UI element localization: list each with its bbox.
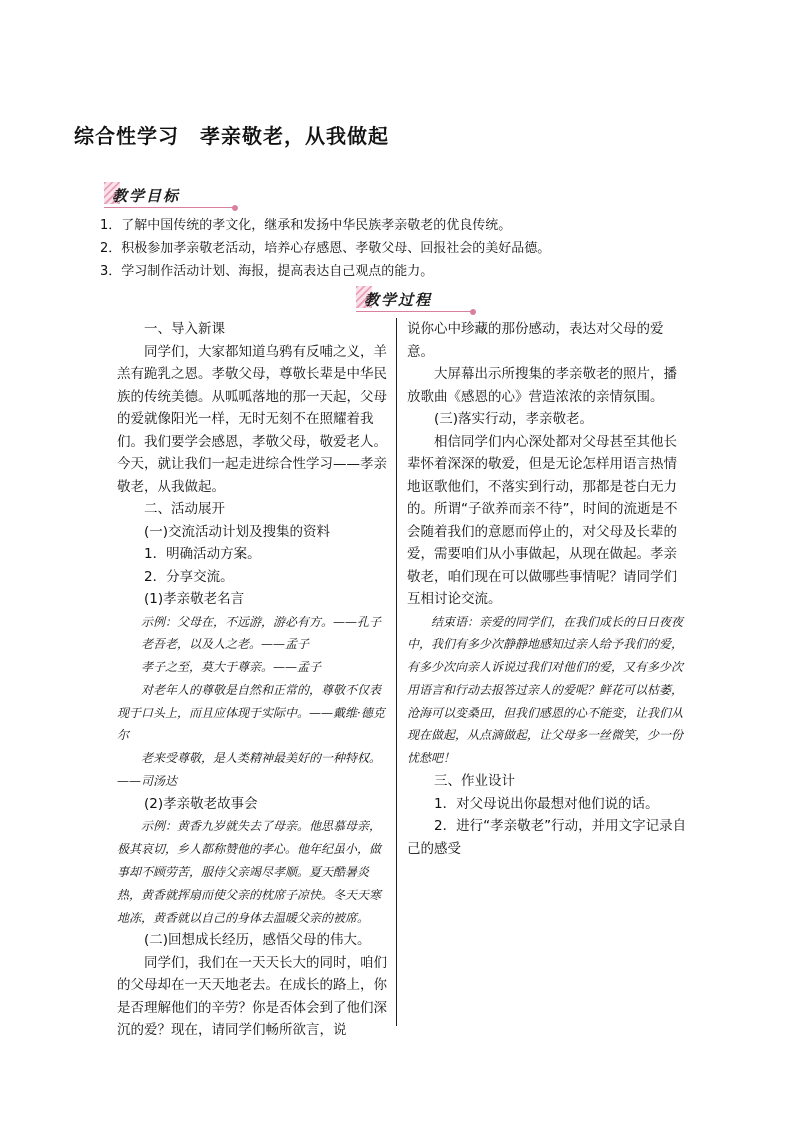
subsection-2-heading: (二)回想成长经历，感悟父母的伟大。 (144, 932, 371, 949)
page-title: 综合性学习 孝亲敬老，从我做起 (74, 124, 389, 148)
homework-item-2: 2．进行“孝亲敬老”行动，并用文字记录自己的感受 (407, 818, 687, 857)
closing-remarks: 结束语：亲爱的同学们，在我们成长的日日夜夜中，我们有多少次静静地感知过亲人给予我们的爱，有多少次向亲人诉说过我们对他们的爱，又有多少次用语言和行动去报答过亲人的爱呢？鲜花可以枯萎，沧海可以变桑田，但我们感恩的心不能变，让我们从现在做起，从点滴做起，让父母多一丝微笑，少一份忧愁吧！ (407, 614, 684, 766)
goal-item: 1．了解中国传统的孝文化，继承和发扬中华民族孝亲敬老的优良传统。 (100, 218, 512, 233)
quote-4: 对老年人的尊敬是自然和正常的，尊敬不仅表现于口头上，而且应体现于实际中。——戴维·德克尔 (117, 682, 385, 743)
intro-heading: 一、导入新课 (144, 321, 225, 337)
homework-item-1: 1．对父母说出你最想对他们说的话。 (434, 795, 659, 812)
column-divider (396, 318, 397, 1026)
quote-2: 老吾老，以及人之老。——孟子 (141, 637, 310, 652)
subsection-2-paragraph: 同学们，我们在一天天长大的同时，咱们的父母却在一天天地老去。在成长的路上，你是否理解他们的辛劳？你是否体会到了他们深沉的爱？现在，请同学们畅所欲言，说 (117, 954, 387, 1039)
activity-heading: 二、活动展开 (144, 501, 225, 517)
quote-5: 老来受尊敬，是人类精神最美好的一种特权。——司汤达 (117, 751, 382, 789)
subsection-3-heading: (三)落实行动，孝亲敬老。 (434, 411, 594, 427)
right-column (407, 318, 687, 860)
goal-item: 2．积极参加孝亲敬老活动，培养心存感恩、孝敬父母、回报社会的美好品德。 (100, 241, 551, 256)
goals-section-badge (104, 182, 236, 208)
left-column (117, 318, 387, 1042)
intro-paragraph: 同学们，大家都知道乌鸦有反哺之义，羊羔有跪乳之恩。孝敬父母，尊敬长辈是中华民族的传统美德。从呱呱落地的那一天起，父母的爱就像阳光一样，无时无刻不在照耀着我们。我们要学会感恩，孝敬父母，敬爱老人。今天，就让我们一起走进综合性学习——孝亲敬老，从我做起。 (117, 343, 387, 495)
quote-3: 孝子之至，莫大于尊亲。——孟子 (141, 660, 322, 675)
screen-paragraph: 大屏幕出示所搜集的孝亲敬老的照片，播放歌曲《感恩的心》营造浓浓的亲情氛围。 (407, 366, 677, 405)
badge-dot (470, 309, 476, 315)
homework-heading: 三、作业设计 (434, 773, 515, 790)
quotes-heading: (1)孝亲敬老名言 (144, 591, 245, 607)
action-paragraph: 相信同学们内心深处都对父母甚至其他长辈怀着深深的敬爱，但是无论怎样用语言热情地讴歌他们，不落实到行动，那都是苍白无力的。所谓“子欲养而亲不待”，时间的流逝是不会随着我们的意愿而停止的，对父母及长辈的爱，需要咱们从小事做起，从现在做起。孝亲敬老，咱们现在可以做哪些事情呢？请同学们互相讨论交流。 (407, 433, 678, 607)
process-section-badge (356, 286, 474, 312)
continued-paragraph: 说你心中珍藏的那份感动，表达对父母的爱意。 (407, 321, 664, 360)
badge-dot (232, 205, 238, 211)
badge-underline (104, 207, 236, 208)
step-1: 1．明确活动方案。 (144, 546, 261, 562)
stories-heading: (2)孝亲敬老故事会 (144, 795, 258, 812)
goals-heading: 教学目标 (112, 186, 181, 205)
goal-item: 3．学习制作活动计划、海报，提高表达自己观点的能力。 (100, 264, 434, 279)
quote-1: 示例：父母在，不远游，游必有方。——孔子 (141, 614, 382, 629)
step-2: 2．分享交流。 (144, 568, 234, 585)
badge-underline (356, 311, 474, 312)
subsection-1-heading: (一)交流活动计划及搜集的资料 (144, 523, 331, 540)
process-heading: 教学过程 (364, 290, 433, 309)
story-example: 示例：黄香九岁就失去了母亲。他思慕母亲，极其哀切，乡人都称赞他的孝心。他年纪虽小，做事却不顾劳苦，服侍父亲竭尽孝顺。夏天酷暑炎热，黄香就挥扇而使父亲的枕席子凉快。冬天天寒地冻，黄香就以自己的身体去温暖父亲的被席。 (117, 819, 382, 925)
goals-list (100, 214, 740, 283)
